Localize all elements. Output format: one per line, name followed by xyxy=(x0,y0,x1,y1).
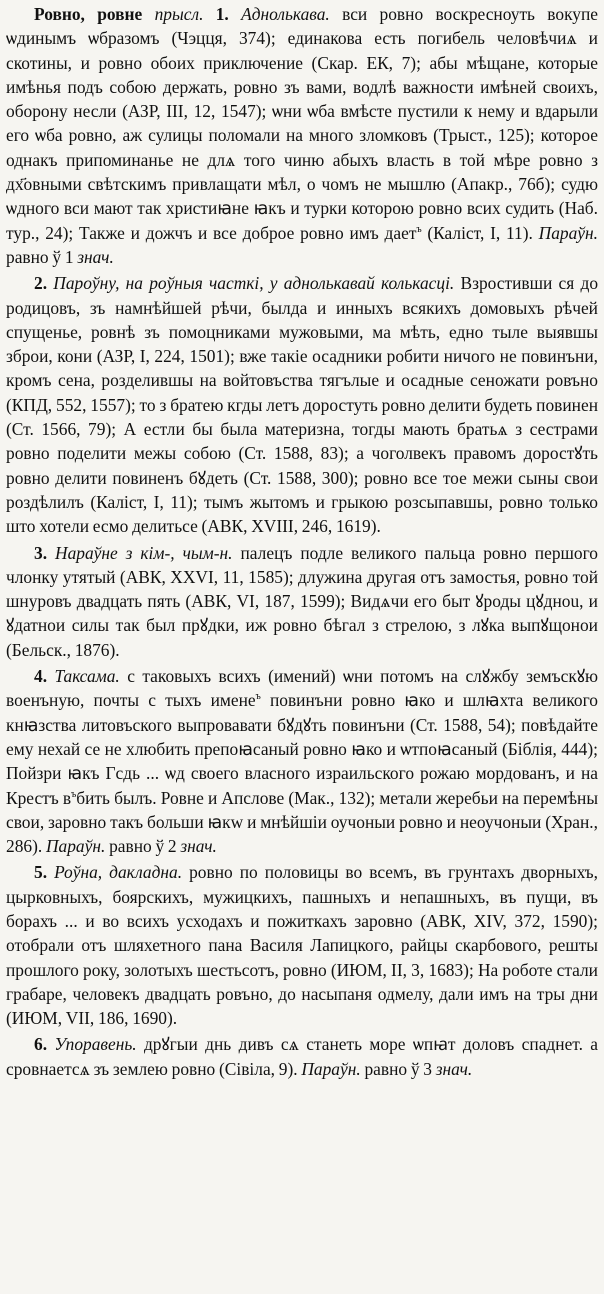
sense-3 xyxy=(6,541,598,662)
sense-number: 1. xyxy=(215,4,229,24)
sense-number: 4. xyxy=(34,666,48,687)
cross-ref-tail: знач. xyxy=(77,246,114,267)
sense-number: 5. xyxy=(34,862,48,883)
sense-citations: вси ровно воскресноуть вокупе ѡдинымъ ѡбразомъ (Чэцця, 374); единакова есть погибель человѣчиѧ и скотины, и ровно обоих приключение (Скар. ЕК, 7); абы мѣщане, которые имѣнья подъ собою держать, ровно зъ вами, водлѣ важности имѣней своихъ, оборону несли (АЗР, III, 12, 1547); ѡни ѡба вмѣсте пустили к нему и вдарыли его ѡба ровно, аж сулицы поломали на много зломковъ (Трыст., 125); которое однакъ припоминанье не длѧ того чиню абыхъ власть в той мѣре ровно з дх҃овными свѣтскимъ привлащати мѣл, о чомъ не мышлю (Апакр., 76б); судю ѡдного вси мают так христиꙗне ꙗкъ и турки которою ровно всих судить (Наб. тур., 24); Также и дожчъ и все доброе ровно имъ дает xyxy=(6,4,598,243)
cross-ref-tail: знач. xyxy=(435,1058,473,1079)
sense-citations: Взростивши ся до родицовъ, зъ намнѣйшей рѣчи, былда и инныхъ всякихъ домовыхъ рѣчей спущенье, ровнѣ зъ помоцниками мужовыми, ма мѣть, едно тыле выявшы зброи, кони (АЗР, I, 224, 1501); вже такіе осадники робити ничого не повинъни, кромъ сена, розделившы на войтовъства тягълые и осадные сеножати ровъно (КПД, 552, 1557); то з братею кгды летъ доростуть ровно делити будеть повинен (Ст. 1566, 79); А естли бы была материзна, тогды мають братьѧ з сестрами ровно поделити межы собою (Ст. 1588, 83); а чоголвекъ правомъ доростꙋть ровно делити повиненъ бꙋдеть (Ст. 1588, 300); ровно все тое межи сыны свои роздѣлилъ (Каліст, I, 11); тымъ жытомъ и грыкою розсыпавшы, ровно только што хотели есмо делитьсе (АВК, XVIII, 246, 1619). xyxy=(6,273,599,537)
superscript-mark: ъ xyxy=(416,223,422,235)
sense-definition: Упоравень. xyxy=(54,1034,137,1055)
sense-6 xyxy=(6,1032,598,1081)
sense-4 xyxy=(6,664,598,858)
part-of-speech: прысл. xyxy=(154,4,204,24)
sense-1 xyxy=(6,2,598,269)
sense-definition: Аднолькава. xyxy=(241,4,330,24)
sense-citations-tail: (Каліст, I, 11). xyxy=(427,222,533,243)
sense-citations-mid: повинъни ровно ꙗко и шлꙗхта великого кнꙗзства литовъского выпровавати бꙋдꙋть повинъни (Ст. 1588, 54); повѣдайте ему нехай се не хлюбить препоꙗсаный ровно ꙗко и ѡтпоꙗсаный (Біблія, 444); Пойзри ꙗкъ Гсдь ... ѡд своего власного израильского рожаю мордованъ, и на Крестъ в xyxy=(6,690,598,808)
superscript-mark: ъ xyxy=(71,788,77,800)
sense-citations: дрꙋгыи днь дивъ сѧ станеть море ѡпꙗт доловъ спаднет. а сровнаетсѧ зъ землею ровно (Сівіла, 9). xyxy=(6,1034,599,1079)
sense-2 xyxy=(6,271,598,538)
cross-ref: равно ў 1 xyxy=(6,246,74,267)
cross-ref-label: Параўн. xyxy=(45,836,106,857)
sense-citations-tail: бить былъ. Ровне и Апслове (Мак., 132); метали жеребьи на перемѣны свои, заровно такъ больши ꙗкw и мнѣйшіи оучоныи ровно и неоучоныи (Хран., 286). xyxy=(6,787,599,857)
sense-number: 2. xyxy=(34,273,48,294)
sense-citations: палецъ подле великого пальца ровно першого члонку утятый (АВК, XXVI, 11, 1585); длужина другая отъ замостья, ровно той шнуровъ двадцать пять (АВК, VI, 187, 1599); Видѧчи его быт ꙋроды цꙋдноu, и ꙋдатнои силы так был прꙋдки, иж ровно бѣгал з стрелою, з лꙋка выпꙋщонои (Бельск., 1876). xyxy=(6,542,599,660)
sense-5 xyxy=(6,860,598,1030)
cross-ref-label: Параўн. xyxy=(538,222,598,243)
sense-number: 3. xyxy=(34,542,48,563)
sense-definition: Таксама. xyxy=(54,666,120,687)
sense-citations: ровно по половицы во всемъ, въ грунтахъ дворныхъ, цырковныхъ, боярскихъ, мужицкихъ, пашныхъ и непашныхъ, въ пущи, въ борахъ ... и во всихъ усходахъ и пожиткахъ заровно (АВК, XIV, 372, 1590); отобрали отъ шляхетного пана Василя Лапицкого, райцы скарбового, решты прошлого року, золотыхъ шестьсотъ, ровно (ИЮМ, II, 3, 1683); На роботе стали грабаре, человекъ двадцать ровъно, до насыпаня одмелу, дали имъ на тры дни (ИЮМ, VII, 186, 1690). xyxy=(6,862,598,1029)
sense-definition: Пароўну, на роўныя часткі, у аднолькавай колькасці. xyxy=(53,273,455,294)
sense-definition: Нараўне з кім-, чым-н. xyxy=(55,542,233,563)
sense-number: 6. xyxy=(34,1034,48,1055)
headword: Ровно, ровне xyxy=(34,4,143,24)
cross-ref-tail: знач. xyxy=(180,836,217,857)
sense-citations: с таковыхъ всихъ (имений) ѡни потомъ на слꙋжбу земъскꙋю военъную, почты с тыхъ имене xyxy=(6,666,598,711)
sense-definition: Роўна, дакладна. xyxy=(54,862,183,883)
superscript-mark: ъ xyxy=(255,691,261,703)
cross-ref-label: Параўн. xyxy=(301,1058,361,1079)
cross-ref: равно ў 3 xyxy=(364,1058,432,1079)
cross-ref: равно ў 2 xyxy=(109,836,177,857)
